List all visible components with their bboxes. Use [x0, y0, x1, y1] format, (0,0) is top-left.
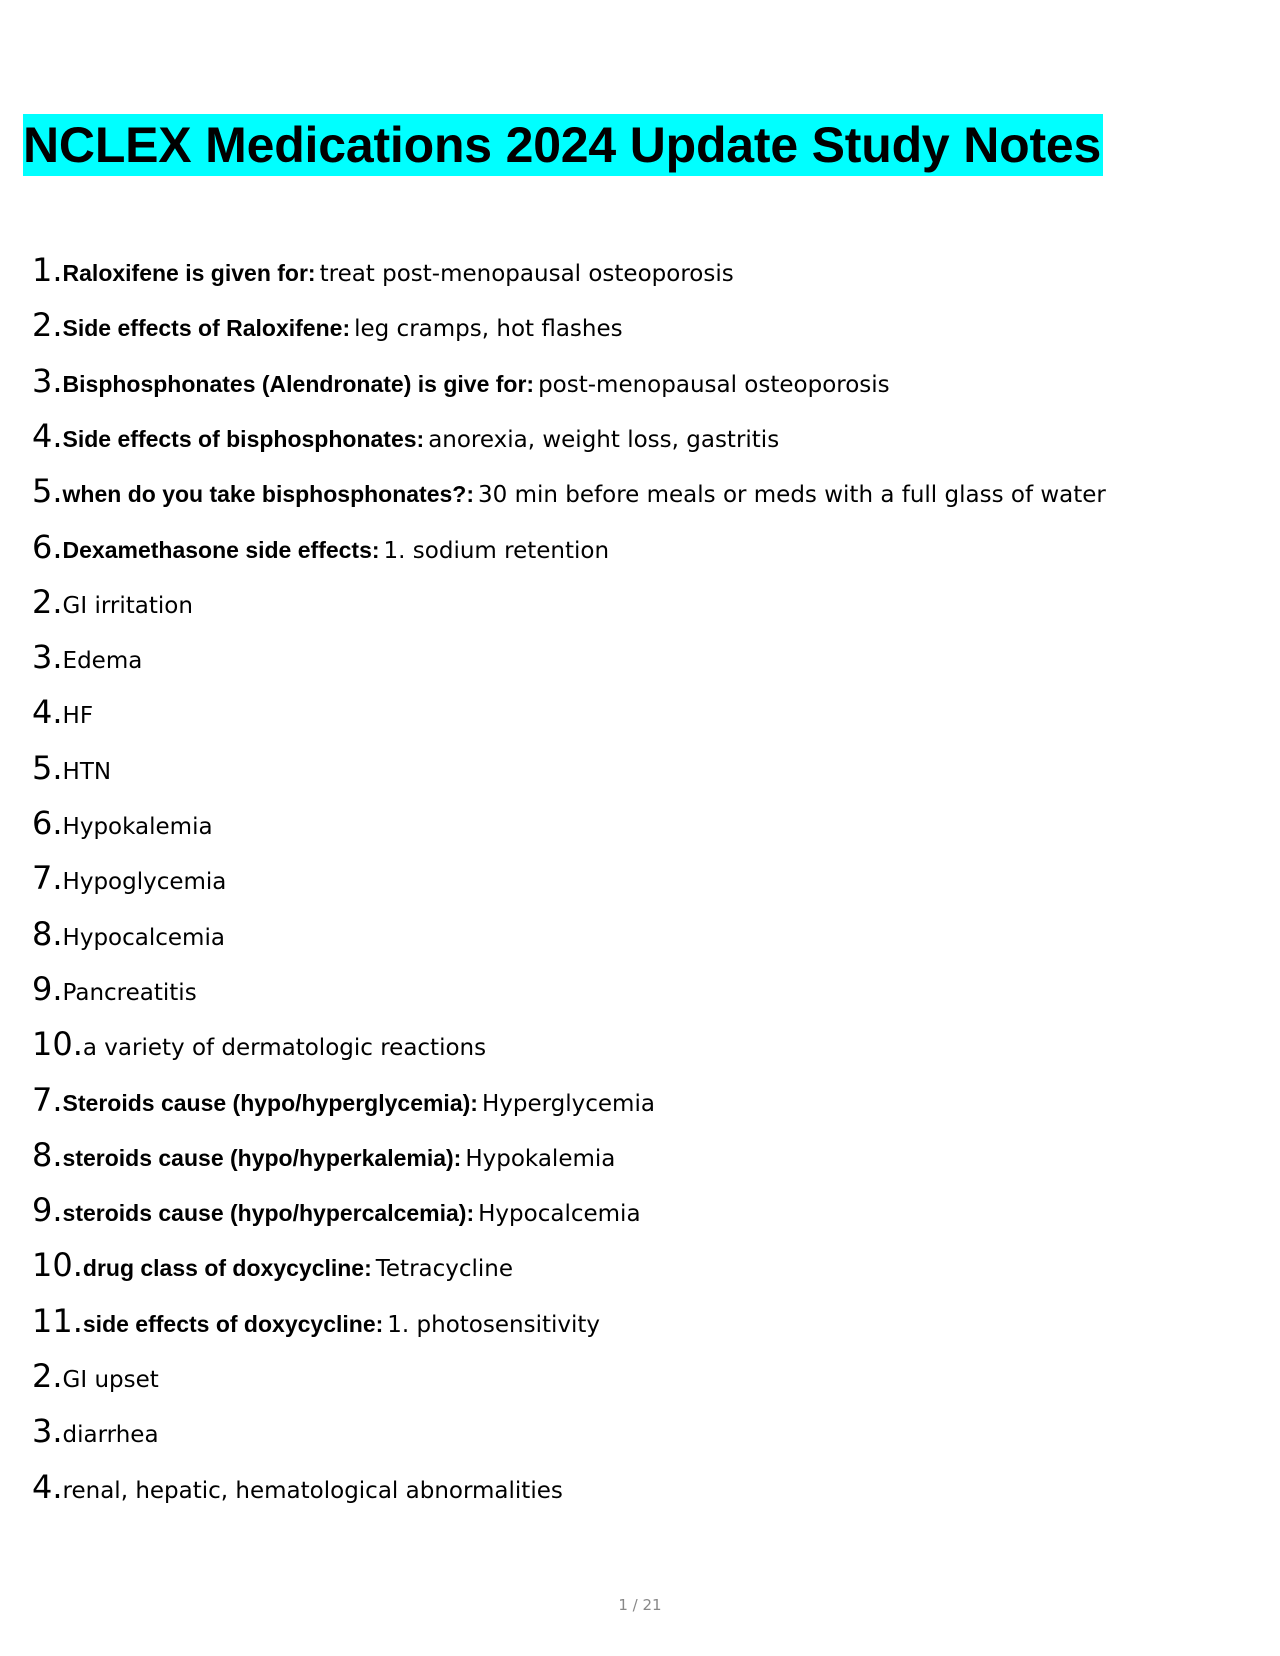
item-question: Side effects of bisphosphonates:: [62, 425, 425, 452]
item-answer: Hyperglycemia: [481, 1090, 655, 1117]
item-answer: a variety of dermatologic reactions: [82, 1035, 487, 1062]
item-question: Bisphosphonates (Alendronate) is give for:: [62, 370, 535, 397]
page-title: NCLEX Medications 2024 Update Study Notes: [23, 114, 1103, 176]
item-answer: Hypocalcemia: [478, 1201, 641, 1228]
item-answer: HF: [62, 703, 94, 730]
item-answer: Hypocalcemia: [62, 924, 225, 951]
list-item: [32, 1356, 159, 1396]
item-question: Dexamethasone side effects:: [62, 536, 380, 563]
item-question: steroids cause (hypo/hyperkalemia):: [62, 1144, 462, 1171]
item-number: 7.: [32, 859, 63, 898]
item-number: 3.: [32, 638, 63, 677]
item-answer: anorexia, weight loss, gastritis: [428, 426, 780, 453]
item-number: 10.: [32, 1025, 83, 1064]
list-item: [32, 1467, 563, 1507]
list-item: [32, 471, 1106, 511]
item-number: 2.: [32, 1357, 63, 1395]
item-answer: 30 min before meals or meds with a full glass of water: [478, 482, 1106, 509]
item-answer: GI upset: [62, 1367, 159, 1393]
list-item: [32, 527, 609, 567]
item-answer: Hypokalemia: [465, 1145, 616, 1172]
item-number: 9.: [32, 969, 63, 1008]
item-number: 6.: [32, 527, 63, 566]
list-item: [32, 1190, 641, 1230]
item-question: steroids cause (hypo/hypercalcemia):: [62, 1200, 475, 1227]
item-answer: treat post-menopausal osteoporosis: [319, 261, 734, 287]
item-answer: 1. photosensitivity: [387, 1311, 600, 1338]
list-item: [32, 969, 197, 1009]
page-indicator: 1 / 21: [618, 1596, 662, 1614]
item-answer: 1. sodium retention: [383, 537, 610, 564]
list-item: [32, 416, 779, 456]
list-item: [32, 914, 225, 954]
list-item: [32, 1245, 513, 1285]
item-answer: Pancreatitis: [62, 979, 197, 1006]
item-number: 3.: [32, 361, 63, 400]
item-number: 11.: [32, 1301, 83, 1340]
list-item: [32, 1135, 615, 1175]
item-number: 5.: [32, 748, 63, 787]
item-number: 2.: [32, 582, 63, 621]
item-question: Steroids cause (hypo/hyperglycemia):: [62, 1089, 478, 1116]
list-item: [32, 250, 734, 290]
list-item: [32, 748, 111, 788]
item-number: 2.: [32, 306, 63, 345]
list-item: [32, 582, 193, 622]
item-question: drug class of doxycycline:: [82, 1255, 372, 1282]
list-item: [32, 305, 623, 345]
list-item: [32, 1024, 486, 1064]
item-number: 1.: [32, 251, 63, 289]
item-number: 7.: [32, 1080, 63, 1119]
item-answer: Hypoglycemia: [62, 869, 227, 896]
item-number: 4.: [32, 416, 63, 455]
item-answer: GI irritation: [62, 592, 193, 619]
list-item: [32, 1301, 600, 1341]
list-item: [32, 637, 142, 677]
item-answer: Hypokalemia: [62, 814, 213, 840]
item-number: 8.: [32, 1135, 63, 1174]
list-item: [32, 692, 93, 732]
item-question: Raloxifene is given for:: [62, 260, 316, 286]
item-answer: leg cramps, hot flashes: [354, 316, 623, 343]
item-answer: post-menopausal osteoporosis: [538, 371, 890, 398]
item-number: 4.: [32, 1467, 63, 1506]
item-answer: Edema: [62, 648, 143, 675]
item-number: 10.: [32, 1246, 83, 1285]
item-answer: diarrhea: [62, 1422, 159, 1449]
item-number: 9.: [32, 1191, 63, 1230]
item-number: 3.: [32, 1412, 63, 1451]
item-question: when do you take bisphosphonates?:: [62, 481, 475, 508]
item-number: 5.: [32, 472, 63, 511]
item-answer: Tetracycline: [375, 1256, 514, 1283]
item-number: 8.: [32, 914, 63, 953]
list-item: [32, 1080, 655, 1120]
list-item: [32, 1411, 159, 1451]
item-answer: HTN: [62, 758, 112, 785]
item-question: side effects of doxycycline:: [82, 1310, 384, 1337]
list-item: [32, 803, 213, 843]
list-item: [32, 858, 226, 898]
item-number: 4.: [32, 693, 63, 732]
item-number: 6.: [32, 804, 63, 842]
item-answer: renal, hepatic, hematological abnormalities: [62, 1477, 563, 1504]
list-item: [32, 361, 890, 401]
item-question: Side effects of Raloxifene:: [62, 315, 351, 342]
